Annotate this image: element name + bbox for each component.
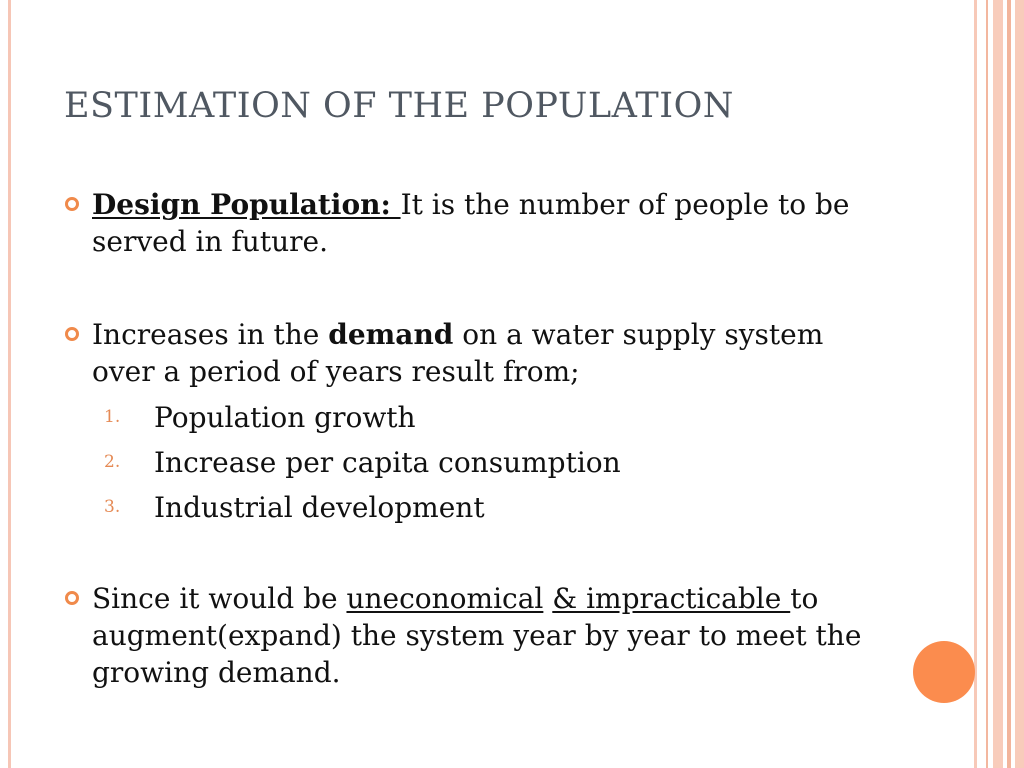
bullet-demand-increase <box>64 316 884 390</box>
bullet-uneconomical <box>64 580 884 691</box>
stripe <box>1007 0 1011 768</box>
ring-bullet-icon <box>64 196 80 212</box>
emphasis-demand: demand <box>328 318 454 351</box>
stripe <box>1015 0 1024 768</box>
text-line: growing demand. <box>92 656 341 689</box>
stripe <box>974 0 977 768</box>
list-item <box>100 485 800 530</box>
slide-title: ESTIMATION OF THE POPULATION <box>64 86 734 126</box>
list-item-text: Increase per capita consumption <box>154 446 621 479</box>
list-item <box>100 395 800 440</box>
ring-bullet-icon <box>64 326 80 342</box>
list-item <box>100 440 800 485</box>
text-line: augment(expand) the system year by year to meet the <box>92 619 862 652</box>
numbered-list <box>100 395 800 530</box>
ring-bullet-icon <box>64 590 80 606</box>
text-segment: Increases in the <box>92 318 329 351</box>
right-stripe-decoration <box>974 0 1024 768</box>
definition-text: It is the number of people to be <box>400 188 850 221</box>
definition-continuation: served in future. <box>92 225 328 258</box>
stripe <box>993 0 1003 768</box>
term-label: Design Population: <box>92 188 401 221</box>
list-number: 1. <box>104 407 121 427</box>
list-number: 3. <box>104 497 121 517</box>
text-segment: Since it would be <box>92 582 347 615</box>
bullet-text <box>92 580 884 691</box>
list-item-text: Population growth <box>154 401 416 434</box>
decorative-orange-circle <box>913 641 975 703</box>
stripe <box>986 0 988 768</box>
underlined-impracticable: & impracticable <box>552 582 791 615</box>
bullet-text <box>92 186 884 260</box>
list-item-text: Industrial development <box>154 491 485 524</box>
underlined-uneconomical: uneconomical <box>346 582 544 615</box>
left-border <box>8 0 11 768</box>
bullet-design-population <box>64 186 884 260</box>
text-segment <box>543 582 552 615</box>
text-continuation: over a period of years result from; <box>92 355 580 388</box>
list-number: 2. <box>104 452 121 472</box>
text-segment: to <box>790 582 819 615</box>
text-segment: on a water supply system <box>453 318 824 351</box>
bullet-text <box>92 316 884 390</box>
